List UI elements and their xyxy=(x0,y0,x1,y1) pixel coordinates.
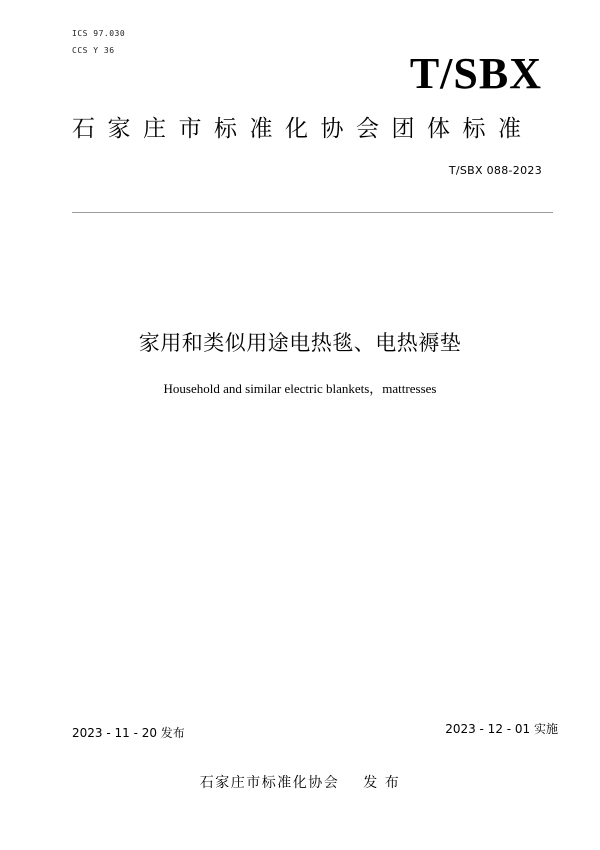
implementation-date: 2023 - 12 - 01 实施 xyxy=(445,722,558,736)
issuer-line xyxy=(0,772,600,792)
title-chinese-text: 家用和类似用途电热毯、电热褥垫 xyxy=(138,331,462,355)
standard-type-heading: 石家庄市标准化协会团体标准 xyxy=(72,116,534,142)
header-divider xyxy=(72,212,553,213)
standard-number: T/SBX 088-2023 xyxy=(448,164,542,177)
document-title-chinese xyxy=(0,327,600,357)
standard-logo: T/SBX xyxy=(409,49,542,98)
issuer-name: 石家庄市标准化协会 xyxy=(199,775,340,791)
issue-date: 2023 - 11 - 20 发布 xyxy=(72,726,185,740)
document-title-english: Household and similar electric blankets，mattresses xyxy=(163,381,437,396)
ics-code: ICS 97.030 xyxy=(72,29,126,38)
ccs-code: CCS Y 36 xyxy=(72,46,115,55)
issuer-action: 发 布 xyxy=(363,775,401,791)
